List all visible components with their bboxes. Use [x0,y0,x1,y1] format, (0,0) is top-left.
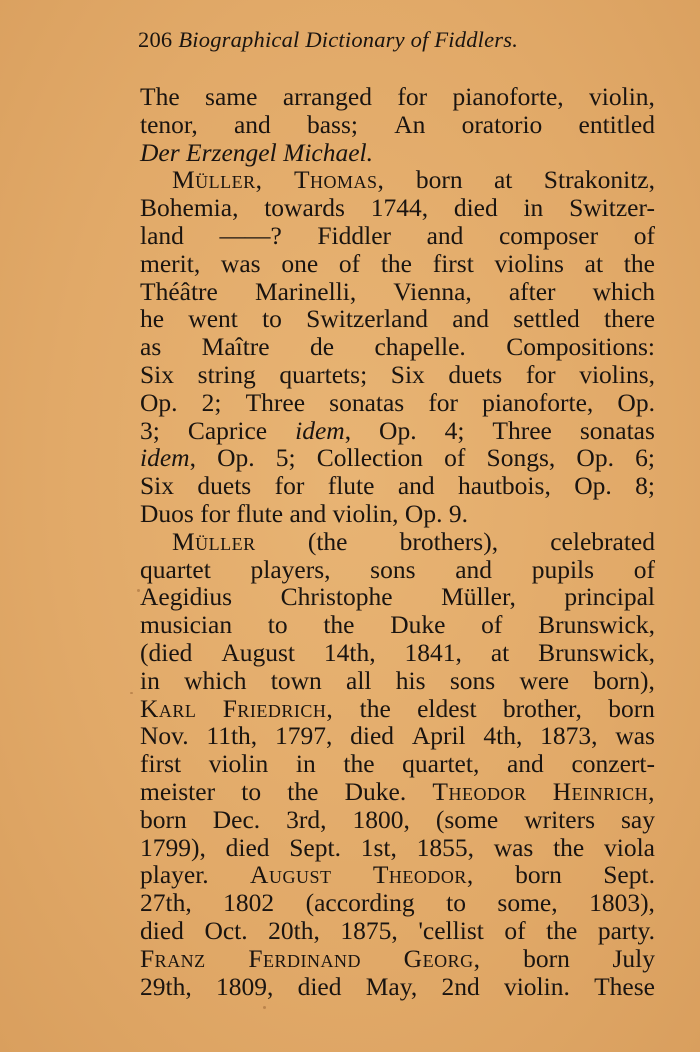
word: in [523,193,544,223]
word: idem, [295,415,352,445]
word: brother, [502,693,582,723]
word: 5; [275,443,296,473]
word: tenor, [140,109,198,139]
word: Franz [140,943,206,973]
word: Three [245,387,306,417]
word: 'cellist [418,915,484,945]
word: was [220,248,261,278]
word: quartet [140,554,211,584]
word: Duke [390,610,446,640]
word: sons [370,554,416,584]
word: duets [448,359,503,389]
word: viola [603,832,655,862]
text-line [140,333,655,361]
running-title: Biographical Dictionary of Fiddlers. [178,27,519,52]
word: town [270,665,322,695]
text-line [140,528,655,556]
word: Brunswick, [538,610,655,640]
word: player. [140,860,209,890]
word: 2nd [441,971,480,1001]
word: which [184,665,247,695]
text-line [140,250,655,278]
word: died [453,193,498,223]
word: 11th, [206,721,258,751]
word: went [188,304,238,334]
word: Oct. [204,915,248,945]
word: pianoforte, [482,387,594,417]
word: in [295,749,316,779]
word: flute [236,498,284,528]
word: 29th, [140,971,192,1001]
word: de [310,332,335,362]
word: was [615,721,655,751]
word: and [397,471,435,501]
word: Müller [172,526,256,556]
word: flute [327,471,375,501]
word: the [359,693,391,723]
word: 1803), [589,888,655,918]
text-line [140,945,655,973]
running-header [138,27,518,53]
word: for [428,387,459,417]
word: 1802 [223,888,275,918]
word: idem, [140,443,196,473]
word: for [200,498,230,528]
word: Théâtre [140,276,218,306]
word: Karl [140,693,197,723]
word: the [343,749,375,779]
word: Duke. [344,776,407,806]
word: for [274,471,305,501]
word: duets [197,471,252,501]
word: An [394,109,426,139]
word: Georg, [403,943,481,973]
word: merit, [140,248,201,278]
word: Aegidius [140,582,233,612]
text-line [140,444,655,472]
word: born [608,693,655,723]
word: born [523,943,570,973]
word: August [221,637,295,667]
word: at [584,248,604,278]
word: meister [140,776,216,806]
word: to [446,888,466,918]
word: Theodor [432,776,527,806]
word: Switzerland [306,304,428,334]
word: born [415,165,463,195]
word: some, [497,888,558,918]
word: died [225,832,270,862]
word: pupils [531,554,595,584]
word: 1800, [352,804,410,834]
text-line [140,472,655,500]
word: violin [208,749,269,779]
word: Brunswick, [538,637,655,667]
word: Switzer- [569,193,655,223]
word: August [250,860,332,890]
text-line [140,389,655,417]
text-line [140,722,655,750]
word: entitled [578,109,655,139]
word: violin. [503,971,570,1001]
word: 4; [444,415,465,445]
word: which [592,276,655,306]
word: Bohemia, [140,193,239,223]
word: the [323,610,355,640]
word: Compositions: [506,332,655,362]
word: (the [307,526,348,556]
word: The [140,82,180,111]
paper-spot [130,692,133,694]
word: Six [390,359,425,389]
word: his [395,665,426,695]
word: and [233,109,271,139]
word: Thomas, [293,165,385,195]
word: as [140,332,162,362]
word: sonatas [579,415,655,445]
word: Op. [574,471,612,501]
word: Michael. [283,137,374,167]
word: 2; [201,387,222,417]
word: quartet, [402,749,480,779]
word: Fiddler [317,220,392,250]
word: hautbois, [458,471,551,501]
word: of [504,915,526,945]
word: Op. [617,387,655,417]
word: oratorio [461,109,543,139]
word: sons [449,665,496,695]
word: Müller, [172,165,263,195]
body-text [140,83,655,1000]
word: 3rd, [286,804,327,834]
word: 1855, [416,832,474,862]
word: settled [513,304,580,334]
word: violins, [579,359,655,389]
word: for [525,359,556,389]
word: 1744, [370,193,429,223]
text-line [140,583,655,611]
text-line [140,556,655,584]
word: Op. [217,443,255,473]
text-line [140,361,655,389]
word: Erzengel [186,137,277,167]
word: Op. [140,387,178,417]
word: ——? [219,220,282,250]
word: 6; [635,443,655,473]
word: of [633,220,655,250]
word: one [281,248,319,278]
word: July [612,943,655,973]
text-line [140,278,655,306]
word: and [289,498,327,528]
word: at [493,165,513,195]
text-line [140,305,655,333]
word: eldest [417,693,477,723]
text-line [140,806,655,834]
word: conzert- [571,749,655,779]
word: party. [597,915,655,945]
word: same [205,82,258,111]
word: Songs, [486,443,556,473]
word: Three [492,415,552,445]
word: and [426,220,464,250]
word: Theodor, [372,860,474,890]
word: Friedrich, [222,693,334,723]
word: Maître [201,332,270,362]
word: composer [498,220,599,250]
word: 1809, [215,971,274,1001]
word: he [140,304,165,334]
word: Sept. [603,860,655,890]
word: celebrated [550,526,655,556]
word: violin, [332,498,399,528]
word: Marinelli, [254,276,357,306]
word: towards [264,193,345,223]
word: to [241,776,262,806]
word: in [140,665,160,695]
word: Sept. [289,832,341,862]
text-line [140,917,655,945]
word: Müller, [441,582,516,612]
text-line [140,778,655,806]
word: the [380,248,412,278]
word: string [197,359,256,389]
word: principal [564,582,655,612]
word: Dec. [212,804,261,834]
word: died [140,915,184,945]
word: These [594,971,655,1001]
word: quartets; [279,359,368,389]
word: pianoforte, [452,82,564,111]
word: writers [524,804,595,834]
word: died [297,971,342,1001]
word: (according [305,888,415,918]
word: (died [140,637,193,667]
word: born [515,860,562,890]
word: 14th, [323,637,376,667]
page-number: 206 [138,27,173,52]
word: and [455,554,493,584]
word: 1841, [404,637,462,667]
word: first [432,248,474,278]
word: players, [250,554,331,584]
text-line [140,639,655,667]
word: Six [140,359,175,389]
text-line [140,139,655,167]
text-line [140,194,655,222]
word: land [140,220,184,250]
word: 8; [635,471,655,501]
word: Six [140,471,175,501]
word: Op. [576,443,614,473]
word: 4th, [483,721,523,751]
word: Duos [140,498,194,528]
word: April [411,721,466,751]
word: violins [494,248,564,278]
text-line [140,889,655,917]
word: 1st, [360,832,397,862]
text-line [140,750,655,778]
word: 1873, [540,721,598,751]
text-line [140,973,655,1001]
text-line [140,417,655,445]
word: after [508,276,556,306]
word: the [287,776,319,806]
word: brothers), [399,526,499,556]
text-line [140,861,655,889]
word: of [338,248,361,278]
word: say [620,804,655,834]
word: (some [435,804,499,834]
word: 20th, [268,915,320,945]
word: violin, [589,82,655,111]
text-line [140,611,655,639]
paper-spot [137,589,140,592]
word: there [604,304,655,334]
text-line [140,83,655,111]
word: were [519,665,570,695]
word: died [350,721,395,751]
word: to [267,610,288,640]
text-line [140,834,655,862]
word: at [490,637,510,667]
word: to [262,304,282,334]
word: of [633,554,655,584]
word: all [346,665,372,695]
text-line [140,500,655,528]
word: Heinrich, [552,776,655,806]
word: and [506,749,544,779]
word: 27th, [140,888,192,918]
word: Op. [404,498,443,528]
word: bass; [306,109,358,139]
word: musician [140,610,233,640]
word: 1875, [340,915,398,945]
word: was [493,832,534,862]
word: 1797, [274,721,333,751]
text-line [140,111,655,139]
word: 9. [448,498,468,528]
word: 1799), [140,832,206,862]
text-line [140,166,655,194]
word: arranged [282,82,373,111]
word: the [553,832,585,862]
word: Op. [379,415,417,445]
word: the [546,915,578,945]
word: born), [593,665,655,695]
word: the [623,248,655,278]
word: Der [140,137,180,167]
word: born [140,804,187,834]
word: sonatas [329,387,405,417]
paper-spot [263,1006,266,1009]
text-line [140,695,655,723]
word: of [444,443,466,473]
word: chapelle. [374,332,466,362]
word: Caprice [187,415,268,445]
word: Christophe [280,582,393,612]
text-line [140,667,655,695]
word: for [397,82,428,111]
word: of [481,610,503,640]
word: May, [365,971,418,1001]
word: Vienna, [393,276,472,306]
word: 3; [140,415,160,445]
text-line [140,222,655,250]
word: Nov. [140,721,189,751]
word: first [140,749,182,779]
word: and [452,304,490,334]
word: Strakonitz, [543,165,655,195]
word: Ferdinand [248,943,362,973]
word: Collection [316,443,423,473]
